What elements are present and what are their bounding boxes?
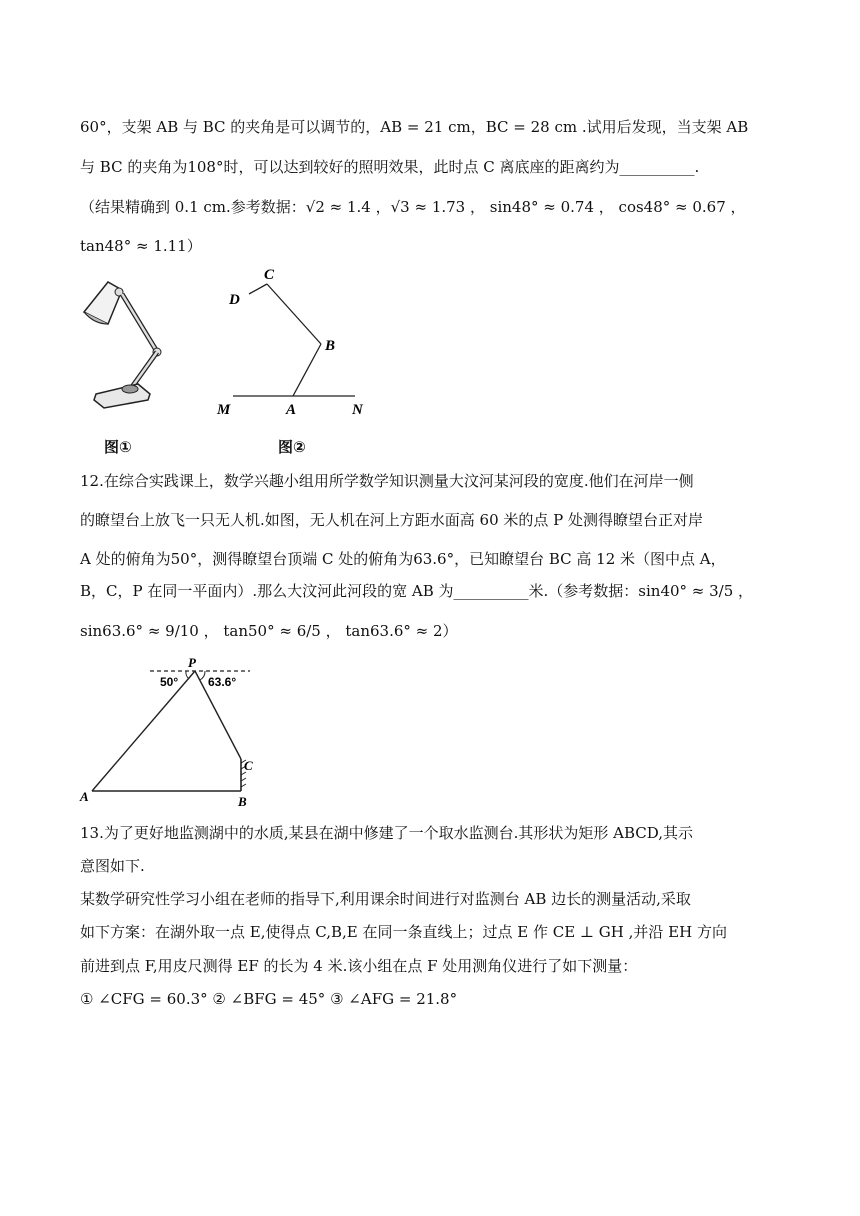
label-B: B	[238, 794, 247, 809]
q13-line-3: 某数学研究性学习小组在老师的指导下,利用课余时间进行对监测台 AB 边长的测量活动,采取	[80, 890, 691, 908]
q12-line-4: B，C，P 在同一平面内）.那么大汶河此河段的宽 AB 为__________米.（参考数据：sin40° ≈ 3/5 ，	[80, 582, 754, 600]
label-N: N	[352, 402, 363, 418]
q13-line-1: 13.为了更好地监测湖中的水质,某县在湖中修建了一个取水监测台.其形状为矩形 ABCD,其示	[80, 824, 694, 842]
label-M: M	[217, 402, 231, 418]
desk-lamp-figure	[78, 272, 178, 422]
q11-line-1: 60°，支架 AB 与 BC 的夹角是可以调节的，AB = 21 cm，BC = 28 cm .试用后发现，当支架 AB	[80, 118, 749, 136]
q11-line-2: 与 BC 的夹角为108°时，可以达到较好的照明效果，此时点 C 离底座的距离约为__________.	[80, 158, 700, 176]
label-D: D	[229, 292, 240, 308]
label-P: P	[188, 655, 196, 670]
angle-50-label: 50°	[160, 675, 179, 689]
drone-measurement-figure	[74, 655, 274, 810]
label-C: C	[264, 267, 275, 283]
q13-line-6: ① ∠CFG = 60.3° ② ∠BFG = 45° ③ ∠AFG = 21.8°	[80, 990, 458, 1008]
lamp-geometry-figure	[205, 262, 385, 422]
label-A: A	[286, 402, 297, 418]
q12-line-3: A 处的俯角为50°，测得瞭望台顶端 C 处的俯角为63.6°，已知瞭望台 BC 高 12 米（图中点 A，	[80, 550, 726, 568]
q11-line-3: （结果精确到 0.1 cm.参考数据：√2 ≈ 1.4 ，√3 ≈ 1.73 ， sin48° ≈ 0.74 ， cos48° ≈ 0.67 ，	[80, 198, 746, 216]
figure-2-caption: 图②	[278, 438, 306, 456]
figure-1-caption: 图①	[104, 438, 132, 456]
label-A: A	[80, 789, 89, 804]
q12-line-2: 的瞭望台上放飞一只无人机.如图，无人机在河上方距水面高 60 米的点 P 处测得瞭望台正对岸	[80, 511, 704, 529]
q11-line-4: tan48° ≈ 1.11）	[80, 237, 202, 255]
q13-line-2: 意图如下.	[80, 857, 145, 875]
q13-line-4: 如下方案：在湖外取一点 E,使得点 C,B,E 在同一条直线上；过点 E 作 CE ⊥ GH ,并沿 EH 方向	[80, 923, 727, 941]
angle-63-6-label: 63.6°	[208, 675, 237, 689]
label-C: C	[244, 758, 253, 773]
q13-line-5: 前进到点 F,用皮尺测得 EF 的长为 4 米.该小组在点 F 处用测角仪进行了如下测量：	[80, 957, 638, 975]
q12-line-5: sin63.6° ≈ 9/10 ， tan50° ≈ 6/5 ， tan63.6° ≈ 2）	[80, 622, 458, 640]
q12-line-1: 12.在综合实践课上，数学兴趣小组用所学数学知识测量大汶河某河段的宽度.他们在河岸一侧	[80, 472, 694, 490]
label-B: B	[325, 338, 336, 354]
